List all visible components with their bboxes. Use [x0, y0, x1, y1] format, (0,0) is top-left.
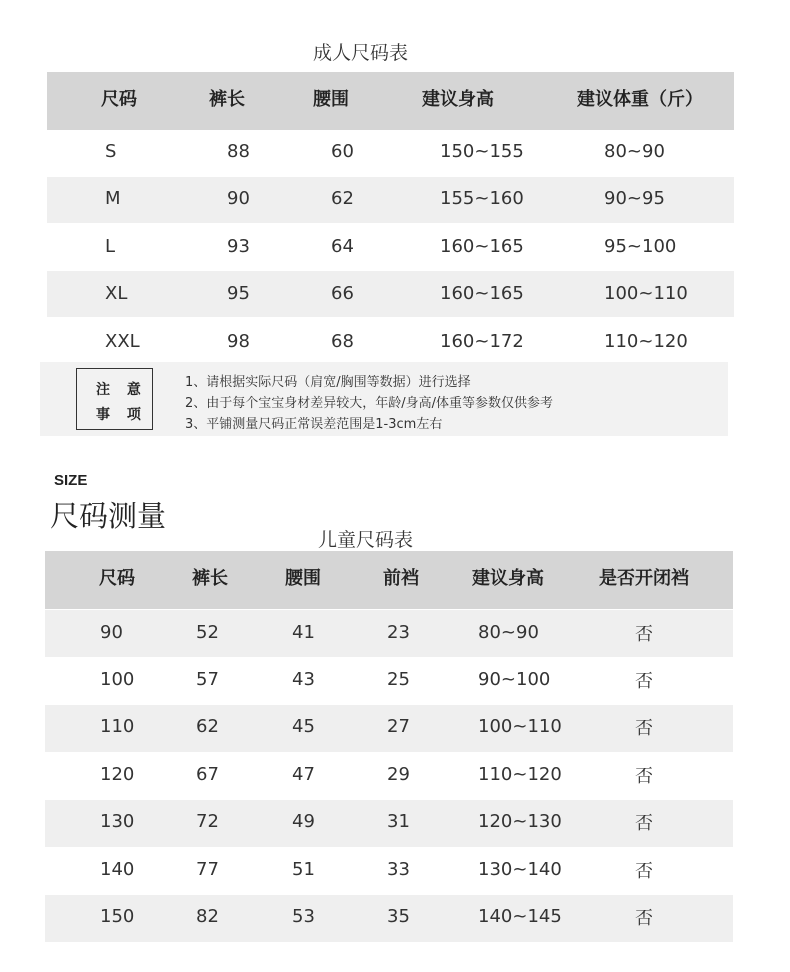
kids-cell: 33: [387, 859, 410, 880]
kids-cell: 23: [387, 622, 410, 643]
kids-header-waist: 腰围: [285, 568, 321, 589]
kids-cell: 120: [100, 764, 135, 785]
kids-cell: 62: [196, 716, 219, 737]
adult-header-waist: 腰围: [313, 89, 349, 110]
adult-cell: L: [105, 236, 116, 257]
kids-cell: 43: [292, 669, 315, 690]
adult-cell: 64: [331, 236, 354, 257]
adult-cell: 98: [227, 331, 250, 352]
kids-cell: 49: [292, 811, 315, 832]
kids-cell: 77: [196, 859, 219, 880]
kids-cell: 53: [292, 906, 315, 927]
note-line-2: 2、由于每个宝宝身材差异较大，年龄/身高/体重等参数仅供参考: [185, 396, 554, 411]
kids-cell: 150: [100, 906, 135, 927]
adult-cell: 88: [227, 141, 250, 162]
kids-cell: 否: [635, 766, 653, 787]
kids-cell: 35: [387, 906, 410, 927]
kids-cell: 90~100: [478, 669, 551, 690]
kids-cell: 31: [387, 811, 410, 832]
adult-cell: 95: [227, 283, 250, 304]
kids-cell: 90: [100, 622, 123, 643]
adult-cell: 90~95: [604, 188, 665, 209]
kids-cell: 67: [196, 764, 219, 785]
adult-cell: 90: [227, 188, 250, 209]
kids-cell: 否: [635, 813, 653, 834]
section-title-zh: 尺码测量: [50, 499, 167, 533]
adult-cell: 110~120: [604, 331, 688, 352]
kids-header-crotch: 是否开闭裆: [599, 568, 689, 589]
kids-cell: 80~90: [478, 622, 539, 643]
adult-cell: 155~160: [440, 188, 524, 209]
adult-cell: 160~165: [440, 283, 524, 304]
adult-cell: 80~90: [604, 141, 665, 162]
kids-cell: 否: [635, 861, 653, 882]
kids-cell: 否: [635, 624, 653, 645]
kids-cell: 57: [196, 669, 219, 690]
kids-cell: 否: [635, 671, 653, 692]
kids-table-title: 儿童尺码表: [318, 529, 414, 551]
adult-cell: XL: [105, 283, 128, 304]
kids-cell: 41: [292, 622, 315, 643]
kids-cell: 25: [387, 669, 410, 690]
adult-cell: 66: [331, 283, 354, 304]
adult-cell: 160~172: [440, 331, 524, 352]
adult-cell: 95~100: [604, 236, 677, 257]
kids-cell: 52: [196, 622, 219, 643]
kids-cell: 100: [100, 669, 135, 690]
notes-label-box: [76, 368, 153, 430]
kids-cell: 否: [635, 908, 653, 929]
kids-cell: 100~110: [478, 716, 562, 737]
kids-header-pant-length: 裤长: [192, 568, 228, 589]
note-line-3: 3、平铺测量尺码正常误差范围是1-3cm左右: [185, 417, 443, 432]
adult-cell: 62: [331, 188, 354, 209]
adult-cell: 93: [227, 236, 250, 257]
kids-cell: 47: [292, 764, 315, 785]
adult-cell: XXL: [105, 331, 140, 352]
kids-cell: 110~120: [478, 764, 562, 785]
adult-cell: S: [105, 141, 117, 162]
adult-cell: 160~165: [440, 236, 524, 257]
notes-label-line2: 事 项: [96, 407, 147, 423]
kids-cell: 否: [635, 718, 653, 739]
adult-cell: 150~155: [440, 141, 524, 162]
section-title-en: SIZE: [54, 472, 88, 489]
notes-label-line1: 注 意: [96, 382, 147, 398]
adult-cell: 100~110: [604, 283, 688, 304]
kids-cell: 140~145: [478, 906, 562, 927]
adult-header-size: 尺码: [101, 89, 137, 110]
adult-header-pant-length: 裤长: [209, 89, 245, 110]
note-line-1: 1、请根据实际尺码（肩宽/胸围等数据）进行选择: [185, 375, 471, 390]
kids-cell: 130~140: [478, 859, 562, 880]
kids-cell: 82: [196, 906, 219, 927]
kids-cell: 140: [100, 859, 135, 880]
adult-cell: M: [105, 188, 121, 209]
adult-cell: 68: [331, 331, 354, 352]
kids-cell: 72: [196, 811, 219, 832]
kids-cell: 120~130: [478, 811, 562, 832]
kids-header-height: 建议身高: [472, 568, 544, 589]
kids-header-size: 尺码: [99, 568, 135, 589]
kids-cell: 45: [292, 716, 315, 737]
kids-cell: 27: [387, 716, 410, 737]
adult-header-weight: 建议体重（斤）: [577, 89, 703, 110]
kids-cell: 51: [292, 859, 315, 880]
kids-cell: 110: [100, 716, 135, 737]
adult-header-height: 建议身高: [422, 89, 494, 110]
kids-cell: 130: [100, 811, 135, 832]
kids-header-front-rise: 前裆: [383, 568, 419, 589]
adult-table-title: 成人尺码表: [313, 42, 409, 64]
adult-cell: 60: [331, 141, 354, 162]
kids-cell: 29: [387, 764, 410, 785]
